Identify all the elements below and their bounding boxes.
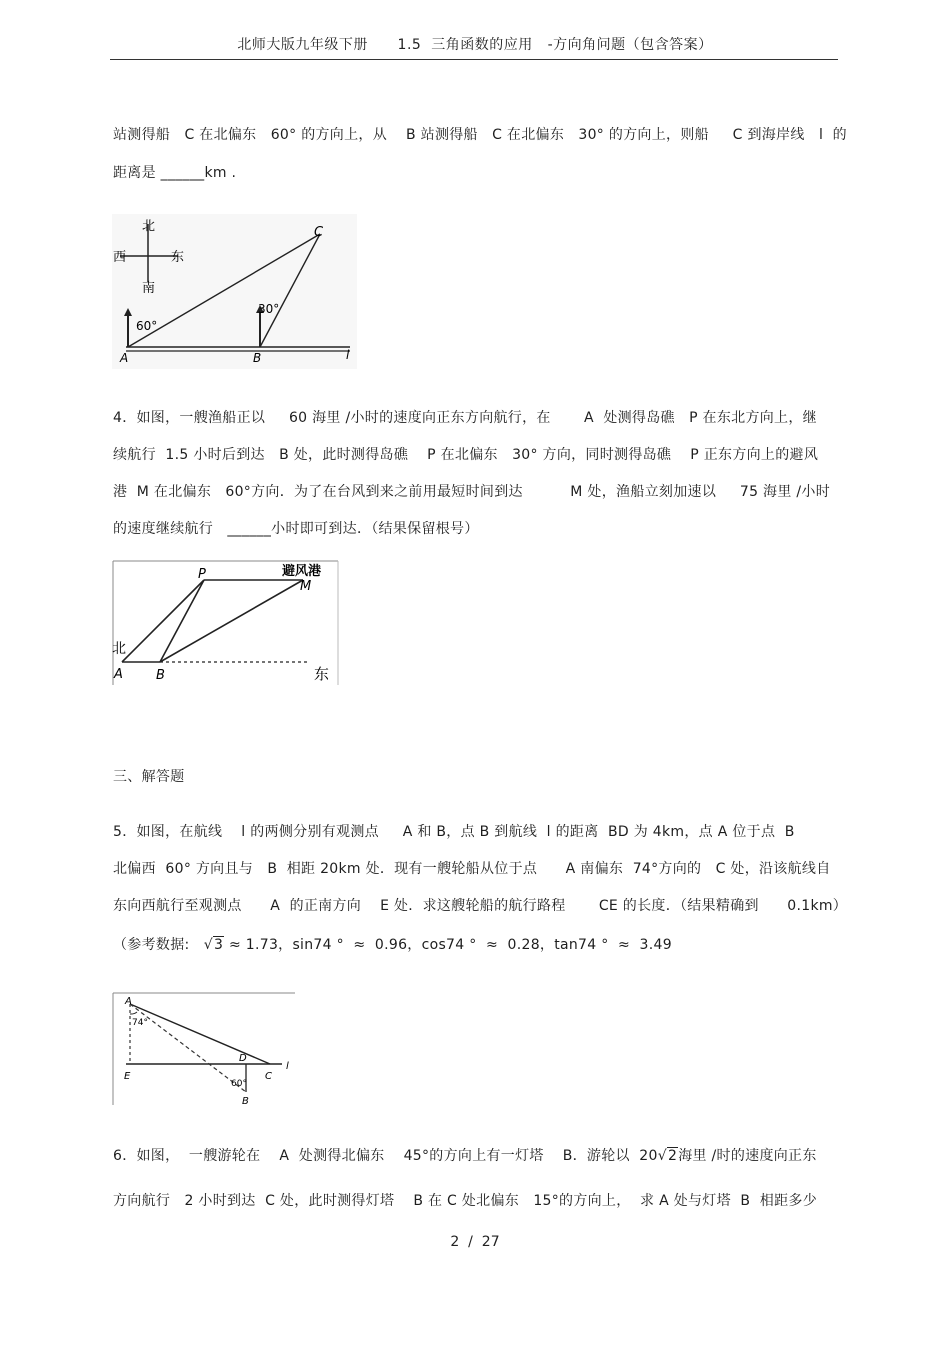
segment-ap <box>122 580 204 662</box>
figure-q4-diagram <box>110 558 342 688</box>
north-label: 北 <box>112 641 126 657</box>
point-b-label: B <box>242 1096 249 1107</box>
line-l-label: l <box>346 348 350 362</box>
q4-text-line3: 港 M 在北偏东 60°方向．为了在台风到来之前用最短时间到达 M 处，渔船立刻加速以 75 海里 /小时 <box>113 484 831 500</box>
ref-values: ≈ 1.73，sin74 ° ≈ 0.96，cos74 ° ≈ 0.28，tan74 ° ≈ 3.49 <box>229 937 672 953</box>
q3-text-line1: 站测得船 C 在北偏东 60° 的方向上，从 B 站测得船 C 在北偏东 30° 的方向上，则船 C 到海岸线 l 的 <box>113 127 847 143</box>
page-number: 2 / 27 <box>450 1234 500 1250</box>
compass-north-label: 北 <box>142 219 156 234</box>
section-title: 三、解答题 <box>113 769 185 785</box>
q5-text-line2: 北偏西 60° 方向且与 B 相距 20km 处．现有一艘轮船从位于点 A 南偏东 74°方向的 C 处，沿该航线自 <box>113 861 831 877</box>
point-m-label: M <box>300 579 312 594</box>
ref-label: （参考数据: <box>113 937 190 953</box>
sqrt-2-expression: √2 <box>657 1148 678 1164</box>
point-e-label: E <box>124 1071 131 1082</box>
angle-30-label: 30° <box>258 302 280 316</box>
page-header: 北师大版九年级下册 1.5 三角函数的应用 -方向角问题（包含答案） <box>237 37 713 53</box>
q5-text-line3: 东向西航行至观测点 A 的正南方向 E 处．求这艘轮船的航行路程 CE 的长度．（结果精确到 0.1km） <box>113 898 848 914</box>
point-a-label: A <box>125 996 132 1007</box>
sqrt-3-expression: √3 <box>203 937 224 953</box>
point-b-label: B <box>156 668 165 683</box>
q4-text-line2: 续航行 1.5 小时后到达 B 处，此时测得岛礁 P 在北偏东 30° 方向，同时测得岛礁 P 正东方向上的避风 <box>113 447 819 463</box>
point-a-label: A <box>114 667 123 682</box>
q3-text-line2: 距离是 ______km . <box>113 165 237 181</box>
point-p-label: P <box>198 567 206 582</box>
point-a-label: A <box>120 351 129 365</box>
east-label: 东 <box>314 665 330 683</box>
q5-reference-data <box>113 934 672 954</box>
point-b-label: B <box>253 351 262 365</box>
segment-ac <box>130 1004 270 1064</box>
angle-60-label: 60° <box>231 1079 247 1089</box>
q4-text-line4: 的速度继续航行 ______小时即可到达．（结果保留根号） <box>113 521 479 537</box>
figure-q5-diagram <box>110 990 298 1108</box>
q5-text-line1: 5．如图，在航线 l 的两侧分别有观测点 A 和 B，点 B 到航线 l 的距离 BD 为 4km，点 A 位于点 B <box>113 824 795 840</box>
angle-74-label: 74° <box>132 1018 148 1028</box>
compass-west-label: 西 <box>113 250 127 265</box>
header-divider <box>110 59 838 60</box>
point-c-label: C <box>314 225 324 240</box>
q6-line1-post: 海里 /时的速度向正东 <box>678 1148 817 1164</box>
harbor-label: 避风港 <box>282 564 322 579</box>
point-d-label: D <box>239 1053 247 1064</box>
q6-text-line1 <box>113 1145 817 1165</box>
compass-east-label: 东 <box>171 250 185 265</box>
point-c-label: C <box>265 1071 272 1082</box>
figure-q3-diagram <box>110 212 360 372</box>
q4-text-line1: 4．如图，一艘渔船正以 60 海里 /小时的速度向正东方向航行，在 A 处测得岛礁 P 在东北方向上，继 <box>113 410 817 426</box>
compass-south-label: 南 <box>142 281 156 296</box>
angle-60-label: 60° <box>136 319 158 333</box>
q6-text-line2: 方向航行 2 小时到达 C 处，此时测得灯塔 B 在 C 处北偏东 15°的方向上， 求 A 处与灯塔 B 相距多少 <box>113 1193 818 1209</box>
q6-line1-pre: 6．如图， 一艘游轮在 A 处测得北偏东 45°的方向上有一灯塔 B．游轮以 20 <box>113 1148 658 1164</box>
line-l-label: l <box>286 1061 289 1072</box>
